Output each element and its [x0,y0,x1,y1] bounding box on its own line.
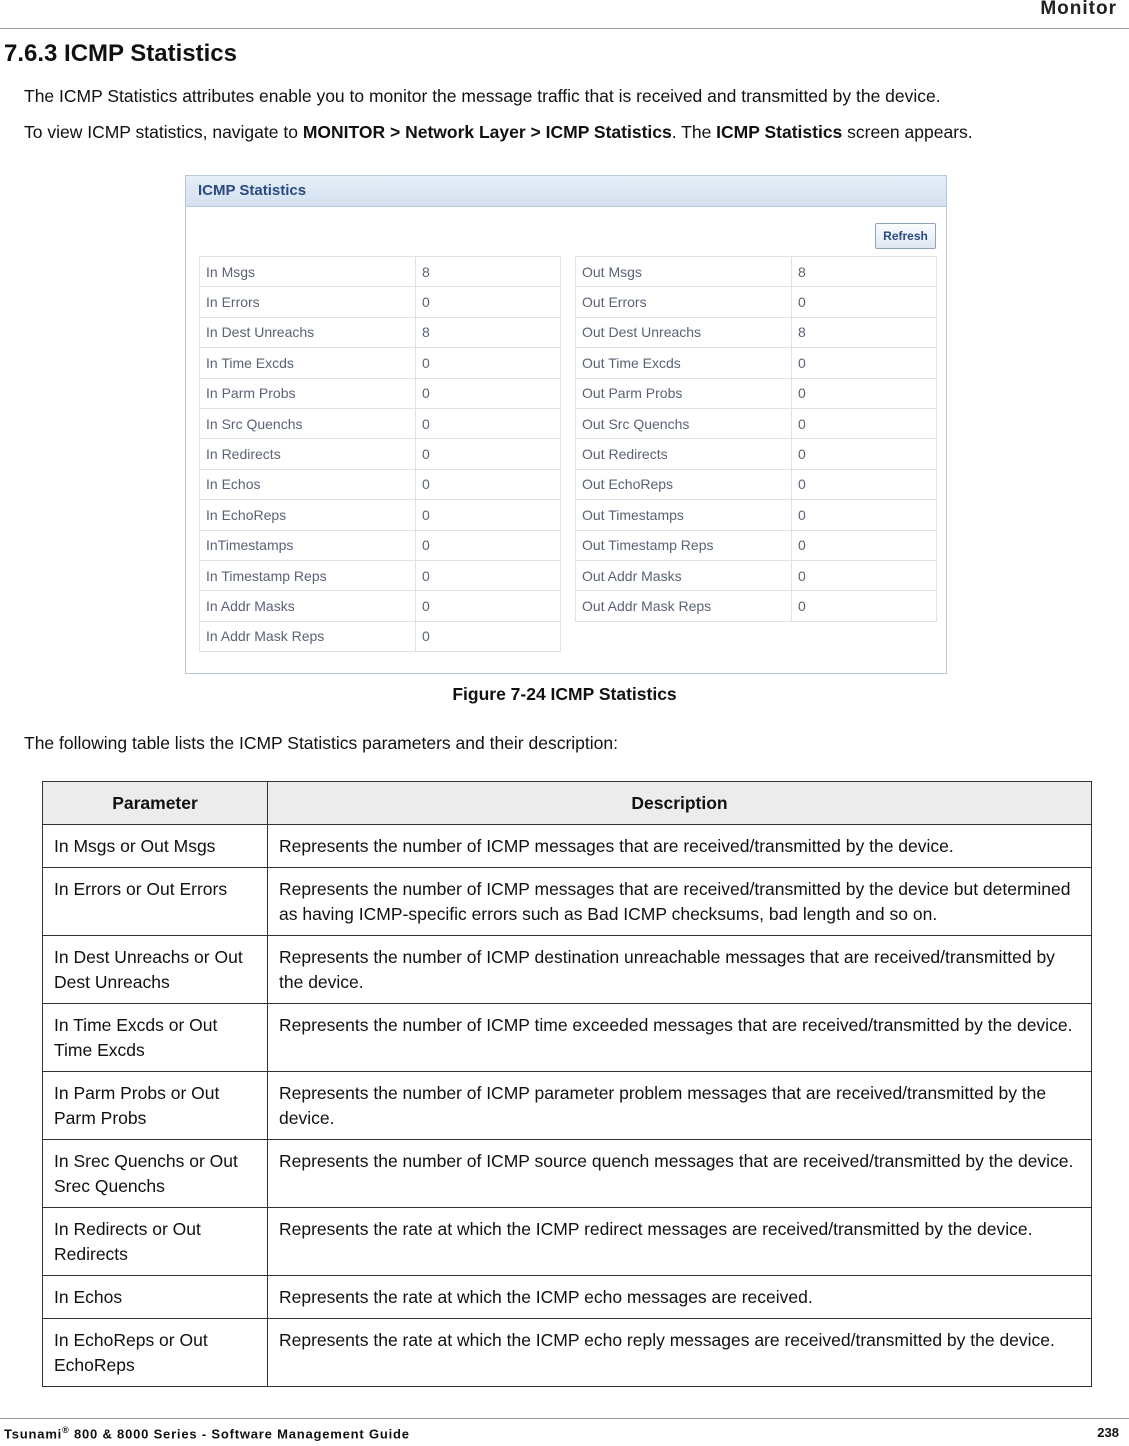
stat-row [200,500,561,530]
parameter-cell: In Redirects or Out Redirects [43,1208,268,1276]
stat-name: In Addr Masks [200,591,416,621]
stat-name: In Dest Unreachs [200,317,416,347]
stat-value: 0 [416,591,561,621]
section-title: 7.6.3 ICMP Statistics [4,40,237,67]
intro-paragraph: The ICMP Statistics attributes enable you to monitor the message traffic that is received and transmitted by the device. [24,86,941,106]
stat-name: Out Dest Unreachs [576,317,792,347]
description-cell: Represents the number of ICMP destination unreachable messages that are received/transmitted by the device. [268,936,1092,1004]
stat-name: In Time Excds [200,348,416,378]
stat-value: 0 [416,530,561,560]
table-row [43,1319,1092,1387]
stat-value: 0 [416,469,561,499]
stat-name: In Echos [200,469,416,499]
stat-row [576,591,937,621]
parameter-cell: In Parm Probs or Out Parm Probs [43,1072,268,1140]
footer-product: Tsunami [4,1426,63,1442]
stat-name: In Errors [200,287,416,317]
navigation-paragraph [24,122,973,143]
stat-name: Out Redirects [576,439,792,469]
stat-name: In Src Quenchs [200,408,416,438]
stat-value: 8 [792,257,937,287]
icmp-statistics-screenshot [185,175,947,674]
in-stats-table [199,256,561,652]
description-cell: Represents the rate at which the ICMP redirect messages are received/transmitted by the device. [268,1208,1092,1276]
header-description: Description [268,782,1092,825]
stat-row [576,408,937,438]
description-cell: Represents the rate at which the ICMP echo messages are received. [268,1276,1092,1319]
table-row [43,825,1092,868]
stat-row [576,378,937,408]
screen-name: ICMP Statistics [716,122,843,142]
description-cell: Represents the number of ICMP messages that are received/transmitted by the device. [268,825,1092,868]
table-row [43,1072,1092,1140]
stat-name: Out Addr Mask Reps [576,591,792,621]
table-row [43,868,1092,936]
stat-row [200,287,561,317]
stat-name: Out Timestamp Reps [576,530,792,560]
panel-title: ICMP Statistics [186,176,946,207]
table-row [43,1276,1092,1319]
stat-name: Out Msgs [576,257,792,287]
stat-value: 0 [792,287,937,317]
stat-value: 0 [792,408,937,438]
stat-name: In Timestamp Reps [200,560,416,590]
stat-value: 0 [792,439,937,469]
stat-name: In Addr Mask Reps [200,621,416,651]
stat-value: 0 [416,439,561,469]
parameter-cell: In EchoReps or Out EchoReps [43,1319,268,1387]
stat-row [576,257,937,287]
table-row [43,1140,1092,1208]
table-row [43,1004,1092,1072]
stat-row [576,348,937,378]
stat-row [200,317,561,347]
refresh-button[interactable]: Refresh [875,223,936,249]
stat-value: 0 [792,530,937,560]
stat-value: 0 [416,348,561,378]
parameter-cell: In Srec Quenchs or Out Srec Quenchs [43,1140,268,1208]
table-intro [24,733,618,754]
stat-row [200,469,561,499]
stat-name: Out Time Excds [576,348,792,378]
parameter-cell: In Msgs or Out Msgs [43,825,268,868]
stat-row [200,257,561,287]
stat-row [200,348,561,378]
description-cell: Represents the number of ICMP source quench messages that are received/transmitted by the device. [268,1140,1092,1208]
stat-value: 0 [416,408,561,438]
out-stats-table [575,256,937,622]
stat-value: 0 [416,621,561,651]
stat-value: 0 [416,560,561,590]
stat-name: Out EchoReps [576,469,792,499]
description-cell: Represents the number of ICMP time exceeded messages that are received/transmitted by the device. [268,1004,1092,1072]
stat-name: In EchoReps [200,500,416,530]
stat-name: In Msgs [200,257,416,287]
stat-value: 0 [792,560,937,590]
footer-rest: 800 & 8000 Series - Software Management Guide [69,1426,410,1442]
header-parameter: Parameter [43,782,268,825]
parameter-table [42,781,1092,1387]
stat-row [576,530,937,560]
stat-row [200,378,561,408]
description-cell: Represents the number of ICMP parameter problem messages that are received/transmitted by the device. [268,1072,1092,1140]
stat-row [200,439,561,469]
stat-row [200,530,561,560]
page-number: 238 [1097,1425,1119,1440]
stat-row [200,560,561,590]
parameter-cell: In Time Excds or Out Time Excds [43,1004,268,1072]
stat-value: 0 [792,378,937,408]
figure-caption: Figure 7-24 ICMP Statistics [452,684,677,704]
stat-value: 0 [416,500,561,530]
stat-name: Out Parm Probs [576,378,792,408]
stat-value: 0 [792,469,937,499]
table-header-row [43,782,1092,825]
stat-name: Out Src Quenchs [576,408,792,438]
nav-text-a: To view ICMP statistics, navigate to [24,122,303,142]
chapter-header: Monitor [1040,0,1117,19]
parameter-cell: In Errors or Out Errors [43,868,268,936]
stat-name: InTimestamps [200,530,416,560]
stat-value: 0 [792,348,937,378]
stat-row [576,500,937,530]
stat-name: Out Timestamps [576,500,792,530]
description-cell: Represents the number of ICMP messages that are received/transmitted by the device but determined as having ICMP-specific errors such as Bad ICMP checksums, bad length and so on. [268,868,1092,936]
footer-title [4,1425,410,1441]
description-cell: Represents the rate at which the ICMP echo reply messages are received/transmitted by the device. [268,1319,1092,1387]
table-row [43,936,1092,1004]
stat-row [576,560,937,590]
stat-value: 8 [416,317,561,347]
stat-value: 0 [792,500,937,530]
stat-value: 8 [792,317,937,347]
stat-value: 8 [416,257,561,287]
footer-reg-mark: ® [62,1425,70,1435]
parameter-cell: In Echos [43,1276,268,1319]
stat-row [200,408,561,438]
stat-row [576,469,937,499]
stat-row [576,287,937,317]
table-intro-text: The following table lists the ICMP Statistics parameters and their description: [24,733,618,753]
stat-row [576,439,937,469]
stat-value: 0 [416,378,561,408]
stat-name: Out Errors [576,287,792,317]
parameter-cell: In Dest Unreachs or Out Dest Unreachs [43,936,268,1004]
stat-name: Out Addr Masks [576,560,792,590]
stat-name: In Parm Probs [200,378,416,408]
stat-row [200,621,561,651]
header-divider [0,28,1129,29]
stat-row [200,591,561,621]
nav-text-c: screen appears. [842,122,973,142]
nav-text-b: . The [671,122,717,142]
stat-name: In Redirects [200,439,416,469]
table-row [43,1208,1092,1276]
footer-divider [0,1418,1129,1419]
nav-path: MONITOR > Network Layer > ICMP Statistics [302,122,672,142]
stat-value: 0 [792,591,937,621]
stat-value: 0 [416,287,561,317]
stat-row [576,317,937,347]
